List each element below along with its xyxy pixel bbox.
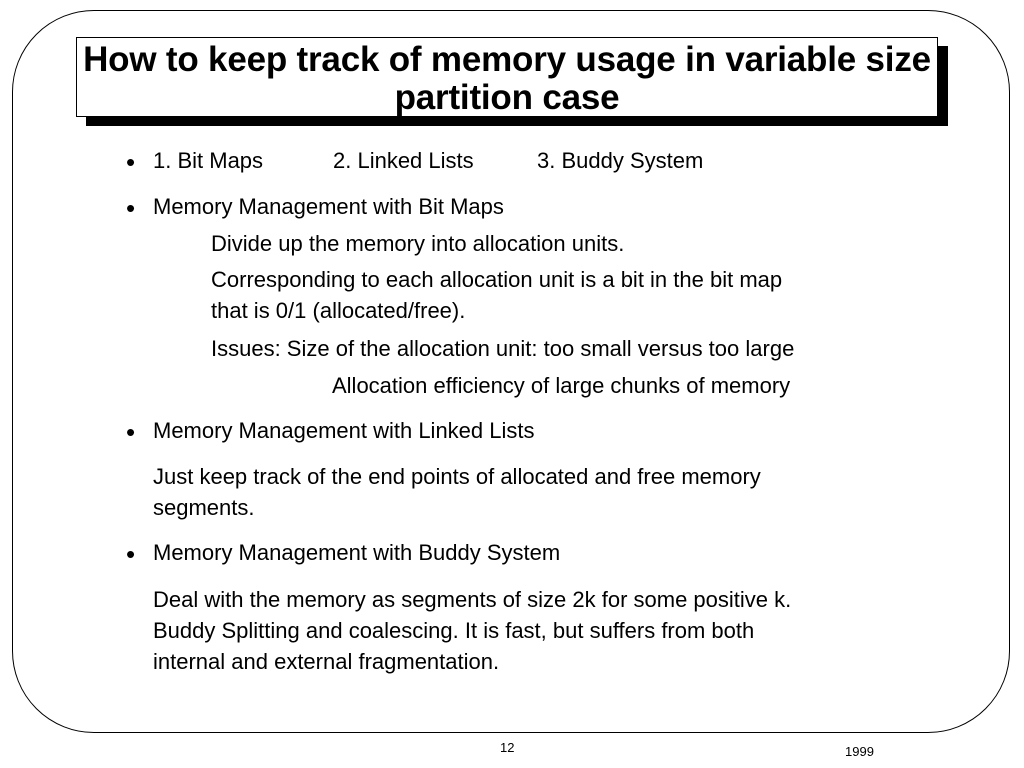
linked-line1: Just keep track of the end points of allocated and free memory <box>153 464 761 489</box>
bullet-dot: • <box>126 147 136 177</box>
buddy-line3: internal and external fragmentation. <box>153 649 500 674</box>
bitmaps-line1: Divide up the memory into allocation units. <box>211 231 625 256</box>
bitmaps-issues2: Allocation efficiency of large chunks of memory <box>332 373 791 398</box>
bitmaps-heading: Memory Management with Bit Maps <box>153 194 504 219</box>
buddy-heading: Memory Management with Buddy System <box>153 540 561 565</box>
linked-heading: Memory Management with Linked Lists <box>153 418 535 443</box>
method-bitmaps: 1. Bit Maps <box>153 148 264 173</box>
bullet-dot: • <box>126 193 136 223</box>
method-buddy-system: 3. Buddy System <box>537 148 704 173</box>
bitmaps-line2b: that is 0/1 (allocated/free). <box>211 298 466 323</box>
footer-year: 1999 <box>845 744 874 759</box>
buddy-line2: Buddy Splitting and coalescing. It is fast, but suffers from both <box>153 618 755 643</box>
bitmaps-line2a: Corresponding to each allocation unit is a bit in the bit map <box>211 267 783 292</box>
method-linked-lists: 2. Linked Lists <box>333 148 474 173</box>
buddy-line1: Deal with the memory as segments of size 2k for some positive k. <box>153 587 792 612</box>
page-number: 12 <box>500 740 515 755</box>
bullet-dot: • <box>126 539 136 569</box>
bullet-dot: • <box>126 417 136 447</box>
methods-line <box>153 146 703 176</box>
bitmaps-issues: Issues: Size of the allocation unit: too small versus too large <box>211 336 795 361</box>
slide-title: How to keep track of memory usage in variable size partition case <box>83 40 931 117</box>
linked-line2: segments. <box>153 495 255 520</box>
